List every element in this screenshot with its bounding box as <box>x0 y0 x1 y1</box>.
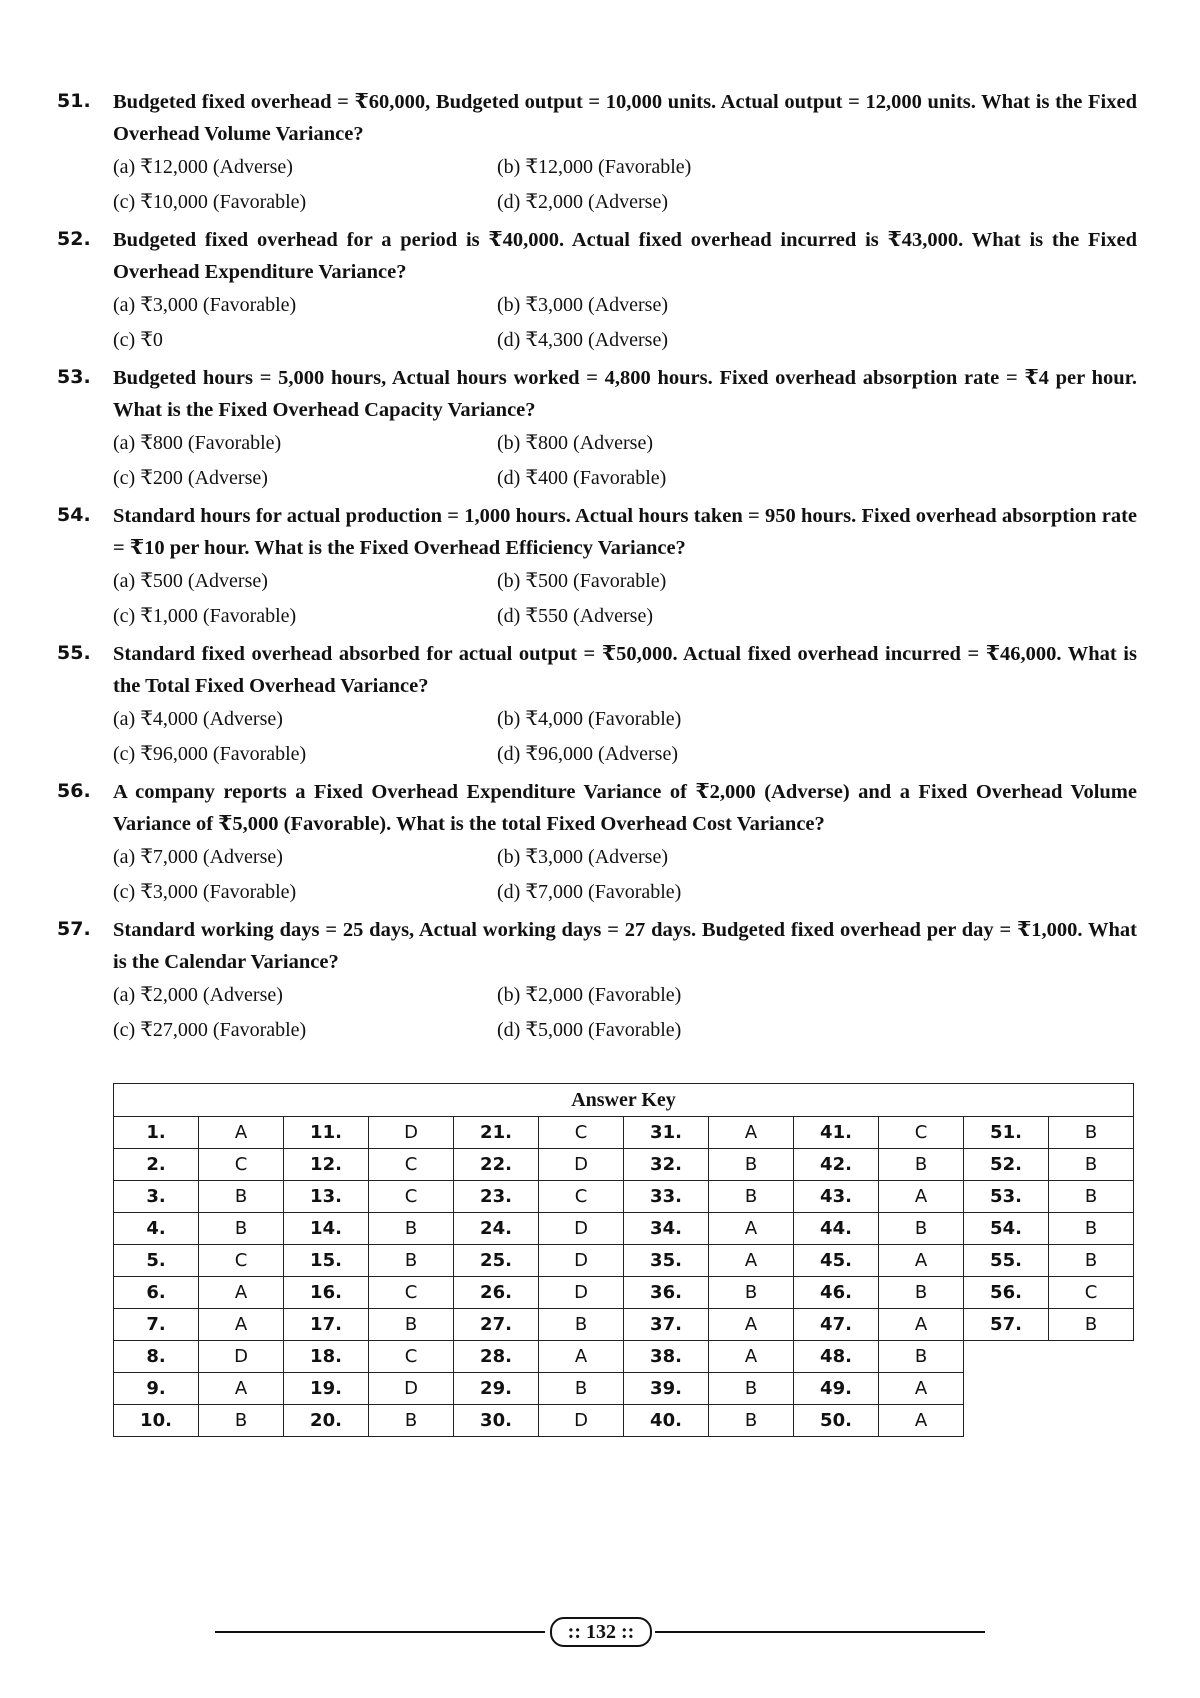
option-item: (c) ₹27,000 (Favorable) <box>113 1019 307 1041</box>
answer-key-question-number: 8. <box>114 1341 199 1373</box>
answer-key-question-number: 19. <box>284 1373 369 1405</box>
answer-key-question-number: 4. <box>114 1213 199 1245</box>
question-item <box>57 224 1137 358</box>
answer-key-answer: A <box>199 1117 284 1149</box>
answer-key-question-number: 27. <box>454 1309 539 1341</box>
option-item: (b) ₹4,000 (Favorable) <box>497 708 682 730</box>
answer-key-question-number: 53. <box>964 1181 1049 1213</box>
answer-key-answer: B <box>1049 1309 1134 1341</box>
answer-key-answer: C <box>369 1149 454 1181</box>
option-item: (d) ₹7,000 (Favorable) <box>497 881 682 903</box>
option-item: (b) ₹3,000 (Adverse) <box>497 846 669 868</box>
answer-key-row <box>114 1149 1134 1181</box>
answer-key-question-number: 57. <box>964 1309 1049 1341</box>
answer-key-answer: C <box>539 1117 624 1149</box>
answer-key-title: Answer Key <box>114 1084 1134 1117</box>
answer-key-answer: A <box>879 1245 964 1277</box>
question-number: 56. <box>57 780 91 802</box>
answer-key-question-number: 35. <box>624 1245 709 1277</box>
answer-key-answer: A <box>709 1117 794 1149</box>
option-item: (b) ₹12,000 (Favorable) <box>497 156 692 178</box>
answer-key-answer: A <box>709 1245 794 1277</box>
answer-key-empty-cell <box>964 1405 1049 1437</box>
answer-key-answer: B <box>369 1213 454 1245</box>
page-number: :: 132 :: <box>550 1617 652 1647</box>
answer-key-question-number: 32. <box>624 1149 709 1181</box>
answer-key-answer: C <box>369 1277 454 1309</box>
question-number: 57. <box>57 918 91 940</box>
answer-key-question-number: 7. <box>114 1309 199 1341</box>
question-options <box>113 702 1137 772</box>
answer-key-row <box>114 1213 1134 1245</box>
answer-key-answer: B <box>199 1181 284 1213</box>
answer-key-question-number: 55. <box>964 1245 1049 1277</box>
answer-key-answer: D <box>539 1277 624 1309</box>
answer-key-question-number: 36. <box>624 1277 709 1309</box>
answer-key-question-number: 2. <box>114 1149 199 1181</box>
answer-key-answer: B <box>199 1405 284 1437</box>
answer-key-row <box>114 1405 1134 1437</box>
option-item: (d) ₹96,000 (Adverse) <box>497 743 679 765</box>
option-item: (b) ₹500 (Favorable) <box>497 570 667 592</box>
answer-key-question-number: 43. <box>794 1181 879 1213</box>
option-item: (c) ₹0 <box>113 329 163 351</box>
answer-key-question-number: 5. <box>114 1245 199 1277</box>
answer-key-answer: C <box>1049 1277 1134 1309</box>
question-text: Budgeted fixed overhead for a period is ₹40,000. Actual fixed overhead incurred is ₹43,000. What is the Fixed Overhead Expenditure Variance? <box>113 229 1137 283</box>
answer-key-answer: B <box>369 1405 454 1437</box>
answer-key-question-number: 52. <box>964 1149 1049 1181</box>
answer-key-question-number: 6. <box>114 1277 199 1309</box>
answer-key-row <box>114 1309 1134 1341</box>
question-options <box>113 426 1137 496</box>
answer-key-empty-cell <box>964 1373 1049 1405</box>
answer-key-answer: D <box>539 1405 624 1437</box>
page-footer <box>215 1617 985 1647</box>
answer-key-answer: A <box>879 1309 964 1341</box>
question-text: Budgeted hours = 5,000 hours, Actual hours worked = 4,800 hours. Fixed overhead absorption rate = ₹4 per hour. What is the Fixed Overhead Capacity Variance? <box>113 367 1137 421</box>
question-item <box>57 776 1137 910</box>
answer-key-question-number: 29. <box>454 1373 539 1405</box>
answer-key-answer: A <box>199 1373 284 1405</box>
option-item: (c) ₹1,000 (Favorable) <box>113 605 297 627</box>
answer-key-question-number: 41. <box>794 1117 879 1149</box>
answer-key-answer: A <box>199 1309 284 1341</box>
answer-key-answer: B <box>879 1213 964 1245</box>
option-item: (b) ₹800 (Adverse) <box>497 432 654 454</box>
answer-key-answer: C <box>199 1245 284 1277</box>
answer-key-answer: B <box>199 1213 284 1245</box>
answer-key-answer: B <box>709 1405 794 1437</box>
answer-key-answer: D <box>369 1117 454 1149</box>
answer-key-answer: C <box>369 1341 454 1373</box>
question-item <box>57 914 1137 1048</box>
answer-key-row <box>114 1341 1134 1373</box>
option-item: (d) ₹5,000 (Favorable) <box>497 1019 682 1041</box>
answer-key-question-number: 3. <box>114 1181 199 1213</box>
option-item: (d) ₹550 (Adverse) <box>497 605 654 627</box>
answer-key-answer: B <box>709 1149 794 1181</box>
answer-key-question-number: 14. <box>284 1213 369 1245</box>
question-text: Budgeted fixed overhead = ₹60,000, Budgeted output = 10,000 units. Actual output = 12,000 units. What is the Fixed Overhead Volume Variance? <box>113 91 1137 145</box>
answer-key-answer: A <box>879 1181 964 1213</box>
question-number: 51. <box>57 90 91 112</box>
option-item: (c) ₹96,000 (Favorable) <box>113 743 307 765</box>
answer-key-answer: D <box>539 1245 624 1277</box>
option-item: (d) ₹400 (Favorable) <box>497 467 667 489</box>
question-options <box>113 288 1137 358</box>
answer-key-answer: D <box>199 1341 284 1373</box>
answer-key-row <box>114 1373 1134 1405</box>
option-item: (a) ₹500 (Adverse) <box>113 570 268 592</box>
answer-key-question-number: 24. <box>454 1213 539 1245</box>
answer-key-question-number: 26. <box>454 1277 539 1309</box>
answer-key-question-number: 16. <box>284 1277 369 1309</box>
answer-key-question-number: 13. <box>284 1181 369 1213</box>
answer-key-answer: D <box>369 1373 454 1405</box>
answer-key-question-number: 47. <box>794 1309 879 1341</box>
answer-key-answer: A <box>879 1405 964 1437</box>
answer-key-answer: B <box>879 1149 964 1181</box>
footer-rule-left <box>215 1631 545 1633</box>
option-item: (a) ₹12,000 (Adverse) <box>113 156 293 178</box>
answer-key-question-number: 44. <box>794 1213 879 1245</box>
option-item: (a) ₹2,000 (Adverse) <box>113 984 283 1006</box>
question-item <box>57 500 1137 634</box>
answer-key-question-number: 50. <box>794 1405 879 1437</box>
answer-key-answer: B <box>709 1181 794 1213</box>
answer-key-question-number: 21. <box>454 1117 539 1149</box>
answer-key-answer: B <box>1049 1213 1134 1245</box>
option-item: (c) ₹200 (Adverse) <box>113 467 268 489</box>
answer-key-answer: A <box>709 1341 794 1373</box>
answer-key-question-number: 34. <box>624 1213 709 1245</box>
question-number: 53. <box>57 366 91 388</box>
answer-key-question-number: 12. <box>284 1149 369 1181</box>
option-item: (c) ₹10,000 (Favorable) <box>113 191 307 213</box>
answer-key-question-number: 22. <box>454 1149 539 1181</box>
answer-key-question-number: 10. <box>114 1405 199 1437</box>
answer-key-answer: B <box>1049 1149 1134 1181</box>
question-text: A company reports a Fixed Overhead Expenditure Variance of ₹2,000 (Adverse) and a Fixed Overhead Volume Variance of ₹5,000 (Favorable). What is the total Fixed Overhead Cost Variance? <box>113 781 1137 835</box>
answer-key-question-number: 25. <box>454 1245 539 1277</box>
question-item <box>57 638 1137 772</box>
answer-key-answer: C <box>539 1181 624 1213</box>
answer-key-question-number: 39. <box>624 1373 709 1405</box>
answer-key-answer: B <box>539 1373 624 1405</box>
answer-key-answer: B <box>1049 1245 1134 1277</box>
answer-key-answer: C <box>199 1149 284 1181</box>
answer-key-question-number: 56. <box>964 1277 1049 1309</box>
answer-key-question-number: 17. <box>284 1309 369 1341</box>
answer-key-question-number: 23. <box>454 1181 539 1213</box>
question-options <box>113 150 1137 220</box>
answer-key-table <box>113 1083 1134 1437</box>
answer-key-question-number: 28. <box>454 1341 539 1373</box>
question-options <box>113 840 1137 910</box>
answer-key-empty-cell <box>1049 1405 1134 1437</box>
answer-key-answer: B <box>1049 1117 1134 1149</box>
question-number: 55. <box>57 642 91 664</box>
answer-key-empty-cell <box>964 1341 1049 1373</box>
answer-key-empty-cell <box>1049 1373 1134 1405</box>
answer-key-answer: B <box>369 1245 454 1277</box>
answer-key-answer: A <box>539 1341 624 1373</box>
question-options <box>113 564 1137 634</box>
answer-key-question-number: 48. <box>794 1341 879 1373</box>
answer-key-answer: B <box>369 1309 454 1341</box>
answer-key-question-number: 54. <box>964 1213 1049 1245</box>
answer-key-row <box>114 1245 1134 1277</box>
answer-key-question-number: 49. <box>794 1373 879 1405</box>
question-options <box>113 978 1137 1048</box>
answer-key-answer: B <box>539 1309 624 1341</box>
question-text: Standard working days = 25 days, Actual working days = 27 days. Budgeted fixed overhead per day = ₹1,000. What is the Calendar Variance? <box>113 919 1137 973</box>
answer-key-question-number: 51. <box>964 1117 1049 1149</box>
option-item: (a) ₹7,000 (Adverse) <box>113 846 283 868</box>
option-item: (a) ₹800 (Favorable) <box>113 432 282 454</box>
answer-key-question-number: 9. <box>114 1373 199 1405</box>
question-item <box>57 362 1137 496</box>
answer-key-answer: D <box>539 1213 624 1245</box>
option-item: (b) ₹2,000 (Favorable) <box>497 984 682 1006</box>
answer-key-row <box>114 1117 1134 1149</box>
answer-key-question-number: 15. <box>284 1245 369 1277</box>
answer-key-answer: A <box>199 1277 284 1309</box>
option-item: (a) ₹3,000 (Favorable) <box>113 294 297 316</box>
answer-key-question-number: 31. <box>624 1117 709 1149</box>
question-text: Standard hours for actual production = 1,000 hours. Actual hours taken = 950 hours. Fixed overhead absorption rate = ₹10 per hour. What is the Fixed Overhead Efficiency Variance? <box>113 505 1137 559</box>
answer-key-question-number: 40. <box>624 1405 709 1437</box>
question-number: 52. <box>57 228 91 250</box>
answer-key-question-number: 30. <box>454 1405 539 1437</box>
answer-key-answer: A <box>709 1309 794 1341</box>
answer-key-answer: A <box>709 1213 794 1245</box>
answer-key-answer: C <box>879 1117 964 1149</box>
answer-key-answer: D <box>539 1149 624 1181</box>
answer-key-question-number: 20. <box>284 1405 369 1437</box>
answer-key-question-number: 11. <box>284 1117 369 1149</box>
option-item: (a) ₹4,000 (Adverse) <box>113 708 283 730</box>
option-item: (b) ₹3,000 (Adverse) <box>497 294 669 316</box>
question-text: Standard fixed overhead absorbed for actual output = ₹50,000. Actual fixed overhead incurred = ₹46,000. What is the Total Fixed Overhead Variance? <box>113 643 1137 697</box>
option-item: (d) ₹4,300 (Adverse) <box>497 329 669 351</box>
option-item: (d) ₹2,000 (Adverse) <box>497 191 669 213</box>
question-item <box>57 86 1137 220</box>
answer-key-question-number: 38. <box>624 1341 709 1373</box>
answer-key-question-number: 46. <box>794 1277 879 1309</box>
answer-key-answer: B <box>709 1277 794 1309</box>
answer-key-question-number: 1. <box>114 1117 199 1149</box>
answer-key-question-number: 45. <box>794 1245 879 1277</box>
answer-key-question-number: 33. <box>624 1181 709 1213</box>
answer-key-question-number: 18. <box>284 1341 369 1373</box>
answer-key-answer: C <box>369 1181 454 1213</box>
answer-key-row <box>114 1277 1134 1309</box>
answer-key-empty-cell <box>1049 1341 1134 1373</box>
question-list <box>57 86 1137 1052</box>
question-number: 54. <box>57 504 91 526</box>
answer-key-row <box>114 1181 1134 1213</box>
answer-key-answer: B <box>879 1341 964 1373</box>
answer-key-answer: B <box>879 1277 964 1309</box>
answer-key-answer: B <box>709 1373 794 1405</box>
answer-key-question-number: 37. <box>624 1309 709 1341</box>
answer-key-answer: A <box>879 1373 964 1405</box>
option-item: (c) ₹3,000 (Favorable) <box>113 881 297 903</box>
footer-rule-right <box>655 1631 985 1633</box>
answer-key-answer: B <box>1049 1181 1134 1213</box>
answer-key-question-number: 42. <box>794 1149 879 1181</box>
